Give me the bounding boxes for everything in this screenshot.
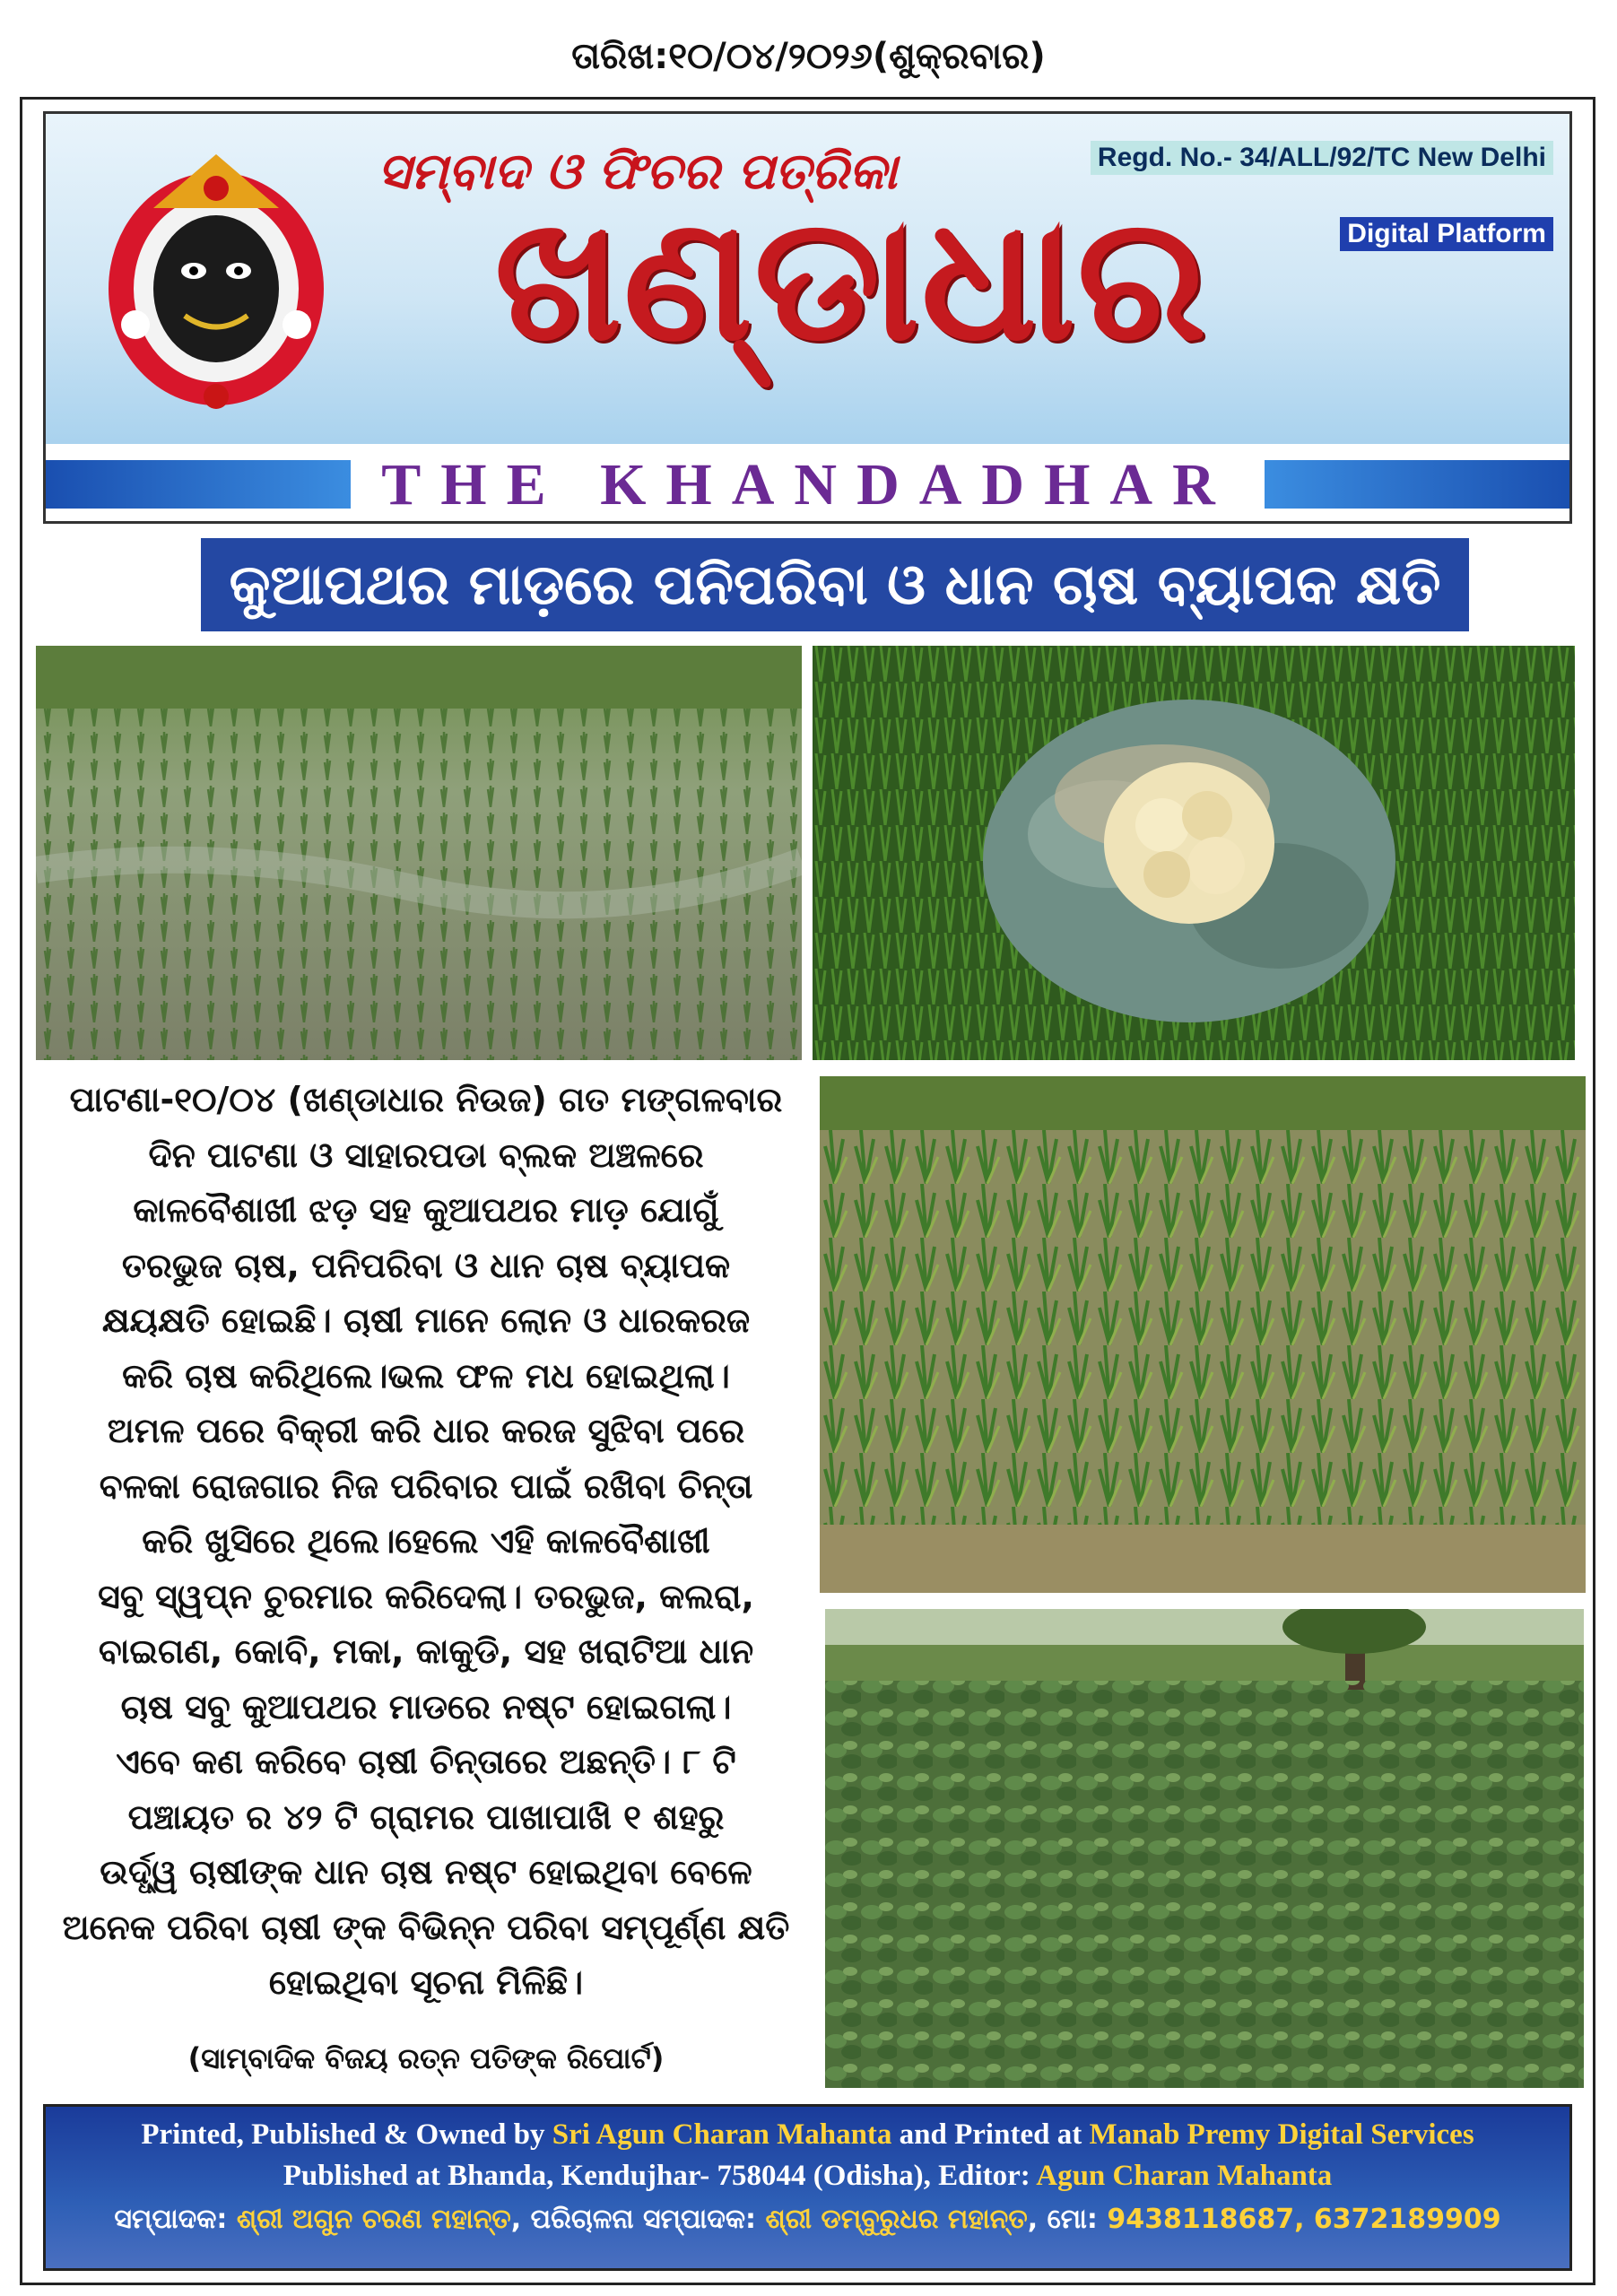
registration-number: Regd. No.- 34/ALL/92/TC New Delhi [1091, 141, 1553, 175]
article-line: ଅନେକ ପରିବା ଚାଷୀ ଙ୍କ ବିଭିନ୍ନ ପରିବା ସମ୍ପୂର୍ଣ୍ଣ କ୍ଷତି [62, 1907, 790, 1947]
printer-name: Manab Premy Digital Services [1089, 2118, 1474, 2151]
article-line: ଉର୍ଦ୍ଧ୍ୱ ଚାଷୀଙ୍କ ଧାନ ଚାଷ ନଷ୍ଟ ହୋଇଥିବା ବେଳେ [100, 1852, 752, 1892]
imprint-text: and Printed at [891, 2118, 1090, 2151]
date-line: ତାରିଖ:୧୦/୦୪/୨୦୨୬(ଶୁକ୍ରବାର) [571, 36, 1046, 77]
article-line: କ୍ଷୟକ୍ଷତି ହୋଇଛି। ଚାଷୀ ମାନେ ଲୋନ ଓ ଧାରକରଜ [101, 1300, 751, 1340]
masthead-title-odia: ଖଣ୍ଡାଧାର [494, 180, 1208, 378]
article-line: ତରଭୁଜ ଚାଷ, ପନିପରିବା ଓ ଧାନ ଚାଷ ବ୍ୟାପକ [121, 1245, 731, 1285]
owner-name: Sri Agun Charan Mahanta [552, 2118, 892, 2151]
imprint-footer [43, 2104, 1572, 2271]
article-line: ଅମଳ ପରେ ବିକ୍ରୀ କରି ଧାର କରଜ ସୁଝିବା ପରେ [107, 1411, 745, 1450]
article-line: କରି ଖୁସିରେ ଥିଲେ।ହେଲେ ଏହି କାଳବୈଶାଖୀ [142, 1521, 710, 1561]
imprint-text: , ପରିଚାଳନା ସମ୍ପାଦକ: [510, 2204, 766, 2235]
editor-name: Agun Charan Mahanta [1036, 2160, 1333, 2192]
masthead-title-english: THE KHANDADHAR [381, 452, 1235, 517]
phone-numbers: 9438118687, 6372189909 [1107, 2204, 1501, 2235]
imprint-line-2 [46, 2155, 1569, 2196]
article-line: ଦିନ ପାଟଣା ଓ ସାହାରପଡା ବ୍ଲକ ଅଞ୍ଚଳରେ [148, 1135, 704, 1175]
article-line: ଚାଷ ସବୁ କୁଆପଥର ମାଡରେ ନଷ୍ଟ ହୋଇଗଲା। [120, 1686, 732, 1726]
article-line: ହୋଇଥିବା ସୂଚନା ମିଳିଛି। [268, 1962, 584, 2002]
band-right-bar [1265, 460, 1569, 509]
masthead-banner [46, 114, 1569, 444]
cauliflower-photo [813, 646, 1575, 1060]
article-line: ଏବେ କଣ କରିବେ ଚାଷୀ ଚିନ୍ତାରେ ଅଛନ୍ତି। ୮ ଟି [116, 1742, 736, 1781]
article-line: ବାଇଗଣ, କୋବି, ମକା, କାକୁଡି, ସହ ଖରାଟିଆ ଧାନ [98, 1631, 754, 1671]
maize-field-photo [820, 1076, 1586, 1593]
digital-platform-badge: Digital Platform [1340, 217, 1553, 251]
imprint-line-1 [46, 2114, 1569, 2155]
article-line: ପାଟଣା-୧୦/୦୪ (ଖଣ୍ଡାଧାର ନିଉଜ) ଗତ ମଙ୍ଗଳବାର [69, 1080, 783, 1119]
article-line: କରି ଚାଷ କରିଥିଲେ।ଭଲ ଫଳ ମଧ ହୋଇଥିଲା। [122, 1355, 730, 1396]
band-left-bar [46, 460, 351, 509]
paddy-field-photo [36, 646, 802, 1060]
article-line: କାଳବୈଶାଖୀ ଝଡ଼ ସହ କୁଆପଥର ମାଡ଼ ଯୋଗୁଁ [133, 1190, 719, 1230]
reporter-credit: (ସାମ୍ବାଦିକ ବିଜୟ ରତ୍ନ ପତିଙ୍କ ରିପୋର୍ଟ) [187, 2041, 665, 2075]
article-line: ସବୁ ସ୍ୱପ୍ନ ଚୁରମାର କରିଦେଲା। ତରଭୁଜ, କଲରା, [98, 1576, 754, 1616]
headline: କୁଆପଥର ମାଡ଼ରେ ପନିପରିବା ଓ ଧାନ ଚାଷ ବ୍ୟାପକ କ୍ଷତି [201, 538, 1469, 631]
editor-name-odia: ଶ୍ରୀ ଅଗୁନ ଚରଣ ମହାନ୍ତ [236, 2204, 511, 2235]
imprint-text: Printed, Published & Owned by [141, 2118, 552, 2151]
masthead [43, 111, 1572, 524]
imprint-text: Published at Bhanda, Kendujhar- 758044 (Odisha), Editor: [283, 2160, 1037, 2192]
article-body [41, 1073, 811, 2011]
managing-editor-name: ଶ୍ରୀ ଡମ୍ବୁରୁଧର ମହାନ୍ତ [765, 2204, 1028, 2235]
imprint-line-3 [46, 2196, 1569, 2243]
imprint-text: ସମ୍ପାଦକ: [114, 2204, 237, 2235]
deity-logo-image [100, 145, 333, 414]
masthead-tagline: ସମ୍ବାଦ ଓ ଫିଚର ପତ୍ରିକା [378, 143, 898, 201]
article-line: ପଞ୍ଚାୟତ ର ୪୨ ଟି ଗ୍ରାମର ପାଖାପାଖି ୧ ଶହରୁ [127, 1796, 725, 1837]
vegetable-field-photo [825, 1609, 1584, 2088]
imprint-text: , ମୋ: [1027, 2204, 1108, 2235]
article-line: ବଳକା ରୋଜଗାର ନିଜ ପରିବାର ପାଇଁ ରଖିବା ଚିନ୍ତା [99, 1465, 753, 1506]
english-title-band [46, 448, 1569, 519]
